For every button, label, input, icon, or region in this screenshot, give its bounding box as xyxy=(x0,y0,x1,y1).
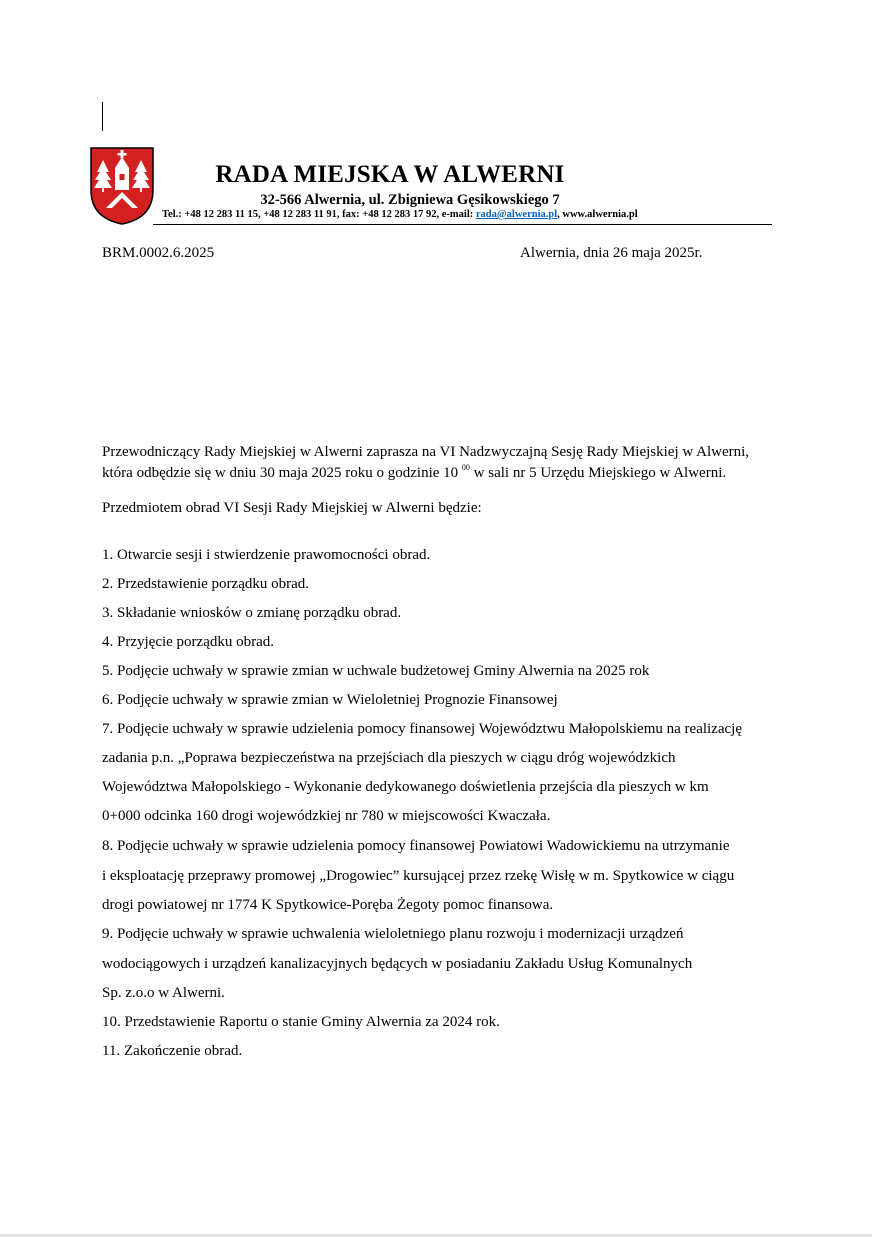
agenda-line: wodociągowych i urządzeń kanalizacyjnych będących w posiadaniu Zakładu Usług Komunalnych xyxy=(102,956,693,972)
agenda-line: 3. Składanie wniosków o zmianę porządku obrad. xyxy=(102,605,402,621)
time-minutes-superscript: 00 xyxy=(461,463,470,472)
agenda-line: 7. Podjęcie uchwały w sprawie udzielenia pomocy finansowej Województwu Małopolskiemu na realizację xyxy=(102,721,742,737)
coat-of-arms-icon xyxy=(89,146,155,226)
agenda-line: 8. Podjęcie uchwały w sprawie udzielenia pomocy finansowej Powiatowi Wadowickiemu na utrzymanie xyxy=(102,838,730,854)
agenda-line: Sp. z.o.o w Alwerni. xyxy=(102,985,225,1001)
agenda-line: 5. Podjęcie uchwały w sprawie zmian w uchwale budżetowej Gminy Alwernia na 2025 rok xyxy=(102,663,650,679)
intro-text: która odbędzie się w dniu 30 maja 2025 roku o godzinie 10 xyxy=(102,465,462,481)
council-address: 32-566 Alwernia, ul. Zbigniewa Gęsikowskiego 7 xyxy=(260,192,560,208)
agenda-line: drogi powiatowej nr 1774 K Spytkowice-Poręba Żegoty pomoc finansowa. xyxy=(102,897,554,913)
council-name: RADA MIEJSKA W ALWERNI xyxy=(215,161,565,188)
contact-phones: Tel.: +48 12 283 11 15, +48 12 283 11 91, fax: +48 12 283 17 92, e-mail: xyxy=(162,209,476,220)
intro-paragraph-line-1: Przewodniczący Rady Miejskiej w Alwerni zaprasza na VI Nadzwyczajną Sesję Rady Miejskiej w Alwerni, xyxy=(102,444,750,460)
reference-number: BRM.0002.6.2025 xyxy=(102,245,215,261)
agenda-line: Województwa Małopolskiego - Wykonanie dedykowanego doświetlenia przejścia dla pieszych w km xyxy=(102,779,709,795)
council-contact xyxy=(162,209,638,220)
agenda-heading: Przedmiotem obrad VI Sesji Rady Miejskiej w Alwerni będzie: xyxy=(102,500,482,516)
agenda-line: 4. Przyjęcie porządku obrad. xyxy=(102,634,275,650)
agenda-line: i eksploatację przeprawy promowej „Drogowiec” kursującej przez rzekę Wisłę w m. Spytkowice w ciągu xyxy=(102,868,735,884)
agenda-line: 0+000 odcinka 160 drogi wojewódzkiej nr 780 w miejscowości Kwaczała. xyxy=(102,808,551,824)
header-rule xyxy=(153,224,772,225)
email-link[interactable]: rada@alwernia.pl xyxy=(475,209,558,220)
text-cursor xyxy=(102,102,103,131)
agenda-line: 2. Przedstawienie porządku obrad. xyxy=(102,576,310,592)
intro-text-end: w sali nr 5 Urzędu Miejskiego w Alwerni. xyxy=(469,465,727,481)
agenda-line: 10. Przedstawienie Raportu o stanie Gminy Alwernia za 2024 rok. xyxy=(102,1014,500,1030)
contact-website: , www.alwernia.pl xyxy=(557,209,638,220)
document-date: Alwernia, dnia 26 maja 2025r. xyxy=(520,245,703,261)
intro-paragraph-line-2 xyxy=(102,465,726,482)
agenda-line: 11. Zakończenie obrad. xyxy=(102,1043,243,1059)
agenda-line: 9. Podjęcie uchwały w sprawie uchwalenia wieloletniego planu rozwoju i modernizacji urządzeń xyxy=(102,926,684,942)
agenda-line: 1. Otwarcie sesji i stwierdzenie prawomocności obrad. xyxy=(102,547,431,563)
agenda-line: zadania p.n. „Poprawa bezpieczeństwa na przejściach dla pieszych w ciągu dróg wojewódzkich xyxy=(102,750,676,766)
agenda-line: 6. Podjęcie uchwały w sprawie zmian w Wieloletniej Prognozie Finansowej xyxy=(102,692,558,708)
